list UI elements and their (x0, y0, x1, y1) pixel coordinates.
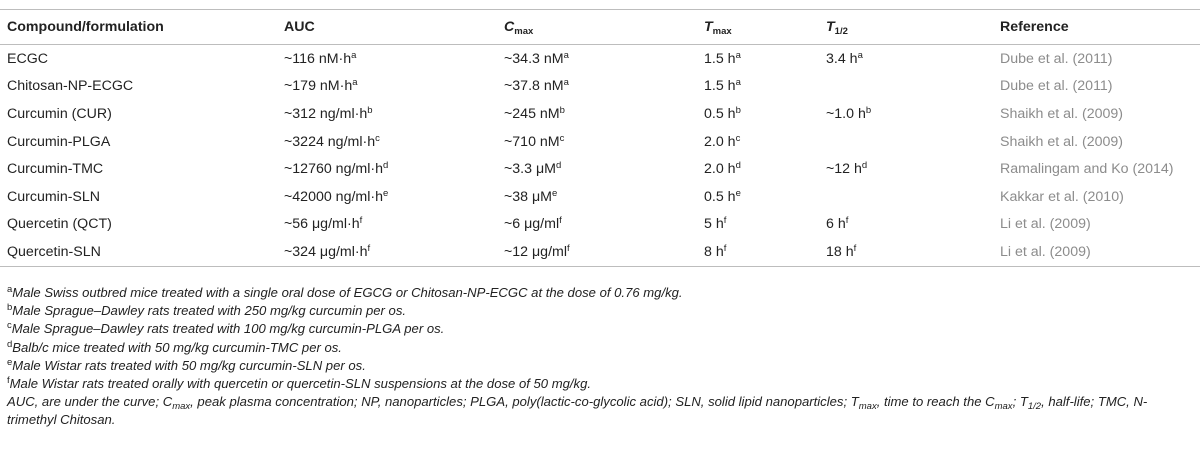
header-thalf: $T_{1/2}$ (826, 19, 848, 37)
table-row (0, 238, 1200, 266)
pharmacokinetics-table (0, 9, 1200, 267)
cell-reference: Dube et al. (2011) (1000, 50, 1113, 67)
table-row (0, 45, 1200, 73)
cell-thalf (826, 183, 1000, 211)
footnote-c: $^c$Male Sprague–Dawley rats treated with 100 mg/kg curcumin-PLGA per os. (7, 320, 445, 337)
cell-tmax: 2.0 $h^d$ (704, 160, 741, 178)
footnote-a: $^a$Male Swiss outbred mice treated with a single oral dose of EGCG or Chitosan-NP-ECGC at the dose of 0.76 mg/kg. (7, 284, 683, 300)
header-auc: AUC (284, 19, 315, 35)
cell-cmax: ~710 $nM^c$ (504, 132, 565, 150)
cell-thalf: ~12 $h^d$ (826, 160, 868, 178)
cell-auc: ~312 $ng/ml\cdot h^b$ (284, 104, 373, 122)
cell-thalf: 18 $h^f$ (826, 242, 857, 260)
cell-compound: Quercetin-SLN (7, 243, 101, 260)
cell-reference: Dube et al. (2011) (1000, 78, 1113, 95)
table-row (0, 183, 1200, 211)
cell-auc: ~324 $\mu g/ml\cdot h^f$ (284, 242, 371, 260)
cell-cmax: ~3.3 $\mu M^d$ (504, 160, 562, 178)
cell-auc: ~42000 $ng/ml\cdot h^e$ (284, 187, 389, 205)
cell-reference: Shaikh et al. (2009) (1000, 105, 1124, 122)
header-tmax: $T_{max}$ (704, 19, 732, 37)
cell-thalf (826, 73, 1000, 101)
cell-reference: Li et al. (2009) (1000, 216, 1091, 233)
cell-auc: ~179 $nM\cdot h^a$ (284, 77, 358, 95)
cell-compound: Chitosan-NP-ECGC (7, 78, 134, 95)
table-row (0, 211, 1200, 239)
abbreviations-note: AUC, are under the curve; $C_{max}$, peak plasma concentration; NP, nanoparticles; PLGA, poly(lactic-co-glycolic acid); SLN, solid lipid nanoparticles; $T_{max}$, time to reach the $C_{max}$; $T_{1/2}$, half-life; TMC, N-trimethyl Chitosan. (7, 394, 1148, 428)
cell-tmax: 1.5 $h^a$ (704, 49, 741, 67)
cell-tmax: 0.5 $h^b$ (704, 104, 741, 122)
header-compound: Compound/formulation (7, 19, 164, 35)
table-row (0, 73, 1200, 101)
cell-tmax: 8 $h^f$ (704, 242, 727, 260)
cell-compound: Quercetin (QCT) (7, 216, 112, 233)
footnote-e: $^e$Male Wistar rats treated with 50 mg/kg curcumin-SLN per os. (7, 356, 366, 373)
cell-auc: ~116 $nM\cdot h^a$ (284, 49, 357, 67)
cell-thalf: 6 $h^f$ (826, 215, 849, 233)
header-reference: Reference (1000, 19, 1069, 35)
cell-compound: ECGC (7, 50, 48, 67)
cell-cmax: ~38 μMe (504, 187, 558, 205)
table-row (0, 100, 1200, 128)
cell-cmax: ~12 $\mu g/ml^f$ (504, 242, 570, 260)
table-row (0, 155, 1200, 183)
cell-compound: Curcumin-SLN (7, 188, 101, 205)
cell-tmax: 1.5 $h^a$ (704, 77, 741, 95)
footnote-d: $^d$Balb/c mice treated with 50 mg/kg curcumin-TMC per os. (7, 338, 342, 355)
table-footnotes (7, 284, 1195, 429)
cell-cmax: ~245 $nM^b$ (504, 104, 565, 122)
cell-compound: Curcumin (CUR) (7, 105, 112, 122)
cell-tmax: 2.0 $h^c$ (704, 132, 741, 150)
cell-cmax: ~6 $\mu g/ml^f$ (504, 215, 562, 233)
cell-cmax: ~34.3 $nM^a$ (504, 49, 569, 67)
cell-tmax: 0.5 $h^e$ (704, 187, 741, 205)
cell-reference: Shaikh et al. (2009) (1000, 133, 1124, 150)
cell-reference: Li et al. (2009) (1000, 243, 1091, 260)
footnote-f: $^f$Male Wistar rats treated orally with quercetin or quercetin-SLN suspensions at the dose of 50 mg/kg. (7, 375, 592, 392)
cell-reference: Ramalingam and Ko (2014) (1000, 161, 1174, 178)
header-row (0, 10, 1200, 45)
cell-tmax: 5 $h^f$ (704, 215, 727, 233)
cell-auc: ~3224 $ng/ml\cdot h^c$ (284, 132, 380, 150)
footnote-b: $^b$Male Sprague–Dawley rats treated with 250 mg/kg curcumin per os. (7, 302, 407, 319)
cell-auc: ~56 $\mu g/ml\cdot h^f$ (284, 215, 363, 233)
table-row (0, 128, 1200, 156)
cell-auc: ~12760 $ng/ml\cdot h^d$ (284, 160, 389, 178)
cell-compound: Curcumin-PLGA (7, 133, 111, 150)
cell-thalf: ~1.0 $h^b$ (826, 104, 872, 122)
cell-thalf: 3.4 $h^a$ (826, 49, 863, 67)
header-cmax: $C_{max}$ (504, 19, 534, 37)
cell-cmax: ~37.8 $nM^a$ (504, 77, 569, 95)
cell-compound: Curcumin-TMC (7, 161, 104, 178)
cell-reference: Kakkar et al. (2010) (1000, 188, 1124, 205)
cell-thalf (826, 128, 1000, 156)
